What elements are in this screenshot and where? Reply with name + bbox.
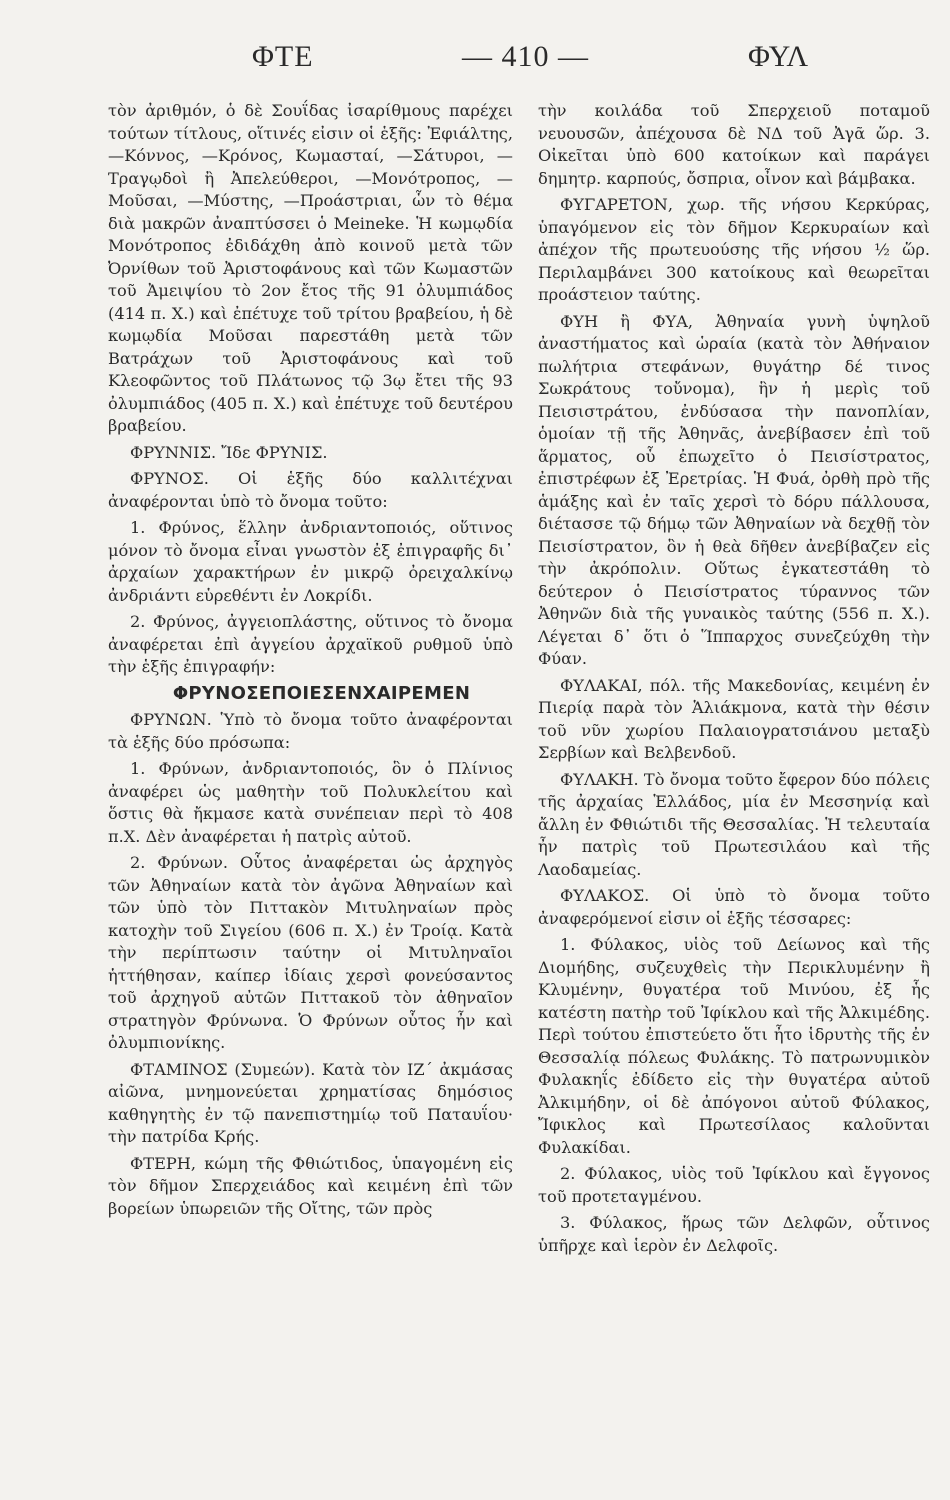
entry-fylakos-3: 3. Φύλακος, ἥρως τῶν Δελφῶν, οὗτινος ὑπῆρχε καὶ ἱερὸν ἐν Δελφοῖς. xyxy=(538,1213,930,1255)
inscription-text: ΦΡΥΝΟΣΕΠΟΙΕΣΕΝΧΑΙΡΕΜΕΝ xyxy=(172,682,471,704)
entry-ftaminos: ΦΤΑΜΙΝΟΣ (Συμεών). Κατὰ τὸν ΙΖ´ ἀκμάσας αἰῶνα, μνημονεύεται χρηματίσας δημόσιος καθηγητὴς ἐν τῷ πανεπιστημίῳ τοῦ Παταυΐου· τὴν πατρίδα Κρής. xyxy=(108,1059,513,1146)
entry-frynon-1: 1. Φρύνων, ἀνδριαντοποιός, ὃν ὁ Πλίνιος ἀναφέρει ὡς μαθητὴν τοῦ Πολυκλείτου καὶ ὅστις θὰ ἤκμασε κατὰ συνέπειαν περὶ τὸ 408 π.Χ. Δὲν ἀναφέρεται ἡ πατρὶς αὐτοῦ. xyxy=(108,759,513,846)
entry-frynon: ΦΡΥΝΩΝ. Ὑπὸ τὸ ὄνομα τοῦτο ἀναφέρονται τὰ ἑξῆς δύο πρόσωπα: xyxy=(108,710,513,752)
entry-fylakos-1: 1. Φύλακος, υἱὸς τοῦ Δείωνος καὶ τῆς Διομήδης, συζευχθεὶς τὴν Περικλυμένην ἢ Κλυμένην, θυγατέρα τοῦ Μινύου, ἐξ ἧς κατέστη πατὴρ τοῦ Ἰφίκλου καὶ τῆς Ἀλκιμέδης. Περὶ τούτου ἐπιστεύετο ὅτι ἦτο ἱδρυτὴς τῆς ἐν Θεσσαλίᾳ πόλεως Φυλάκης. Τὸ πατρωνυμικὸν Φυλακηΐς ἐδίδετο εἰς τὴν θυγατέρα αὐτοῦ Ἀλκιμήδην, οἱ δὲ ἀπόγονοι αὐτοῦ Φύλακος, Ἴφικλος καὶ Πρωτεσίλαος καλοῦνται Φυλακίδαι. xyxy=(538,935,930,1157)
left-column xyxy=(108,100,513,1224)
entry-fyi: ΦΥΗ ἢ ΦΥΑ, Ἀθηναία γυνὴ ὑψηλοῦ ἀναστήματος καὶ ὡραία (κατὰ τὸν Ἀθήναιον πωλήτρια στεφάνων, θυγάτηρ δέ τινος Σωκράτους τοὔνομα), ἣν ἡ μερὶς τοῦ Πεισιστράτου, ἐνδύσασα τὴν πανοπλίαν, ὁμοίαν τῇ τῆς Ἀθηνᾶς, ἀνεβίβασεν ἐπὶ τοῦ ἅρματος, οὗ ἐπωχεῖτο ὁ Πεισίστρατος, ἐπιστρέφων ἐξ Ἐρετρίας. Ἡ Φυά, ὀρθὴ πρὸ τῆς ἁμάξης καὶ ἐν ταῖς χερσὶ τὸ δόρυ πάλλουσα, διέτασσε τῷ δήμῳ τῶν Ἀθηναίων νὰ δεχθῇ τὸν Πεισίστρατον, ὃν ἡ θεὰ δῆθεν ἀνεβίβαζεν εἰς τὴν ἀκρόπολιν. Οὕτως ἐγκατεστάθη τὸ δεύτερον ὁ Πεισίστρατος τύραννος τῶν Ἀθηνῶν διὰ τῆς γυναικὸς ταύτης (556 π. Χ.). Λέγεται δ᾽ ὅτι ὁ Ἵππαρχος συνεζεύχθη τὴν Φύαν. xyxy=(538,311,930,668)
entry-continuation: τὸν ἀριθμόν, ὁ δὲ Σουΐδας ἰσαρίθμους παρέχει τούτων τίτλους, οἵτινές εἰσιν οἱ ἑξῆς: Ἐφιάλτης, —Κόννος, —Κρόνος, Κωμασταί, —Σάτυροι, —Τραγῳδοὶ ἢ Ἀπελεύθεροι, —Μονότροπος, —Μοῦσαι, —Μύστης, —Προάστριαι, ὧν τὸ θέμα διὰ μακρῶν ἀναπτύσσει ὁ Meineke. Ἡ κωμῳδία Μονότροπος ἐδιδάχθη ἀπὸ κοινοῦ μετὰ τῶν Ὀρνίθων τοῦ Ἀριστοφάνους καὶ τῶν Κωμαστῶν τοῦ Ἀμειψίου τὸ 2ον ἔτος τῆς 91 ὀλυμπιάδος (414 π. Χ.) καὶ ἐπέτυχε τοῦ τρίτου βραβείου, ἡ δὲ κωμῳδία Μοῦσαι παρεστάθη μετὰ τῶν Βατράχων τοῦ Ἀριστοφάνους καὶ τοῦ Κλεοφῶντος τοῦ Πλάτωνος τῷ 3ῳ ἔτει τῆς 93 ὀλυμπιάδος (405 π. Χ.) καὶ ἐπέτυχε τοῦ δευτέρου βραβείου. xyxy=(108,101,513,435)
entry-frynos-2: 2. Φρύνος, ἀγγειοπλάστης, οὕτινος τὸ ὄνομα ἀναφέρεται ἐπὶ ἀγγείου ἀρχαϊκοῦ ρυθμοῦ ὑπὸ τὴν ἑξῆς ἐπιγραφήν: xyxy=(108,612,513,676)
header-right-guide-word: ΦΥΛ xyxy=(748,40,810,73)
entry-frynon-2: 2. Φρύνων. Οὗτος ἀναφέρεται ὡς ἀρχηγὸς τῶν Ἀθηναίων κατὰ τὸν ἀγῶνα Ἀθηναίων καὶ τῶν ὑπὸ τὸν Πιττακὸν Μιτυληναίων πρὸς κατοχὴν τοῦ Σιγείου (606 π. Χ.) ἐν Τροίᾳ. Κατὰ τὴν περίπτωσιν ταύτην οἱ Μιτυληναῖοι ἡττήθησαν, καίπερ ἰδίαις χερσὶ φονεύσαντος τοῦ ἀρχηγοῦ αὐτῶν Πιττακοῦ τὸν ἀθηναῖον στρατηγὸν Φρύνωνα. Ὁ Φρύνων οὗτος ἦν καὶ ὀλυμπιονίκης. xyxy=(108,853,513,1052)
entry-fylakos: ΦΥΛΑΚΟΣ. Οἱ ὑπὸ τὸ ὄνομα τοῦτο ἀναφερόμενοί εἰσιν οἱ ἑξῆς τέσσαρες: xyxy=(538,886,930,928)
entry-fylakos-2: 2. Φύλακος, υἱὸς τοῦ Ἰφίκλου καὶ ἔγγονος τοῦ προτεταγμένου. xyxy=(538,1164,930,1206)
entry-fteri: ΦΤΕΡΗ, κώμη τῆς Φθιώτιδος, ὑπαγομένη εἰς τὸν δῆμον Σπερχειάδος καὶ κειμένη ἐπὶ τῶν βορείων ὑπωρειῶν τῆς Οἴτης, τῶν πρὸς xyxy=(108,1153,513,1218)
entry-fylaki: ΦΥΛΑΚΗ. Τὸ ὄνομα τοῦτο ἔφερον δύο πόλεις τῆς ἀρχαίας Ἑλλάδος, μία ἐν Μεσσηνίᾳ καὶ ἄλλη ἐν Φθιώτιδι τῆς Θεσσαλίας. Ἡ τελευταία ἦν πατρὶς τοῦ Πρωτεσιλάου καὶ τῆς Λαοδαμείας. xyxy=(538,769,930,879)
entry-fteri-continuation: τὴν κοιλάδα τοῦ Σπερχειοῦ ποταμοῦ νευουσῶν, ἀπέχουσα δὲ ΝΔ τοῦ Ἀγᾶ ὥρ. 3. Οἰκεῖται ὑπὸ 600 κατοίκων καὶ παράγει δημητρ. καρπούς, ὄσπρια, οἶνον καὶ βάμβακα. xyxy=(538,101,930,188)
entry-fylakai: ΦΥΛΑΚΑΙ, πόλ. τῆς Μακεδονίας, κειμένη ἐν Πιερίᾳ παρὰ τὸν Ἁλιάκμονα, κατὰ τὴν θέσιν τοῦ νῦν χωρίου Παλαιογρατσιάνου μεταξὺ Σερβίων καὶ Βελβενδοῦ. xyxy=(538,675,930,762)
header-left-guide-word: ΦΤΕ xyxy=(252,40,314,73)
entry-frynnis: ΦΡΥΝΝΙΣ. Ἴδε ΦΡΥΝΙΣ. xyxy=(130,442,328,462)
entry-frynos-1: 1. Φρύνος, ἕλλην ἀνδριαντοποιός, οὕτινος μόνον τὸ ὄνομα εἶναι γνωστὸν ἐξ ἐπιγραφῆς δι᾽ ἀρχαίων χαρακτήρων ἐν μικρῷ ὀρειχαλκίνῳ ἀνδριάντι εὑρεθέντι ἐν Λοκρίδι. xyxy=(108,518,513,605)
entry-frynos: ΦΡΥΝΟΣ. Οἱ ἑξῆς δύο καλλιτέχναι ἀναφέρονται ὑπὸ τὸ ὄνομα τοῦτο: xyxy=(108,469,513,511)
entry-fygareton: ΦΥΓΑΡΕΤΟΝ, χωρ. τῆς νήσου Κερκύρας, ὑπαγόμενον εἰς τὸν δῆμον Κερκυραίων καὶ ἀπέχον τῆς πρωτευούσης τῆς νήσου ½ ὥρ. Περιλαμβάνει 300 κατοίκους καὶ θεωρεῖται προάστειον ταύτης. xyxy=(538,195,930,304)
page-number: — 410 — xyxy=(462,40,589,73)
right-column xyxy=(538,100,930,1261)
page-header xyxy=(0,40,950,90)
